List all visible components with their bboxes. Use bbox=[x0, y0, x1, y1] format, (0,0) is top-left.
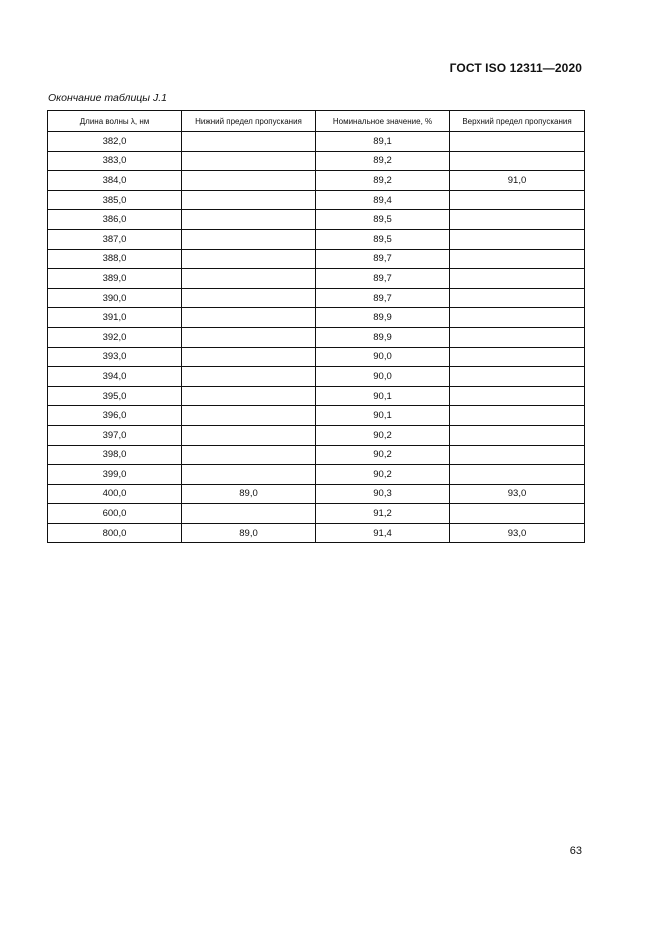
upper-limit-cell bbox=[450, 288, 585, 308]
wavelength-cell: 600,0 bbox=[48, 504, 182, 524]
table-row bbox=[48, 484, 585, 504]
table-row bbox=[48, 425, 585, 445]
nominal-value-cell: 90,2 bbox=[316, 425, 450, 445]
upper-limit-cell bbox=[450, 308, 585, 328]
wavelength-cell: 383,0 bbox=[48, 151, 182, 171]
wavelength-cell: 395,0 bbox=[48, 386, 182, 406]
column-header-nominal-value: Номинальное значение, % bbox=[316, 111, 450, 132]
upper-limit-cell bbox=[450, 406, 585, 426]
lower-limit-cell: 89,0 bbox=[182, 484, 316, 504]
wavelength-cell: 387,0 bbox=[48, 229, 182, 249]
lower-limit-cell bbox=[182, 288, 316, 308]
upper-limit-cell bbox=[450, 465, 585, 485]
upper-limit-cell bbox=[450, 269, 585, 289]
wavelength-cell: 393,0 bbox=[48, 347, 182, 367]
table-row bbox=[48, 327, 585, 347]
table-header-row bbox=[48, 111, 585, 132]
wavelength-cell: 384,0 bbox=[48, 171, 182, 191]
column-header-lower-limit: Нижний предел пропускания bbox=[182, 111, 316, 132]
table-row bbox=[48, 288, 585, 308]
table-row bbox=[48, 465, 585, 485]
nominal-value-cell: 89,2 bbox=[316, 171, 450, 191]
nominal-value-cell: 89,9 bbox=[316, 327, 450, 347]
upper-limit-cell: 91,0 bbox=[450, 171, 585, 191]
document-header: ГОСТ ISO 12311—2020 bbox=[449, 61, 582, 75]
upper-limit-cell bbox=[450, 504, 585, 524]
lower-limit-cell bbox=[182, 327, 316, 347]
lower-limit-cell bbox=[182, 465, 316, 485]
upper-limit-cell bbox=[450, 445, 585, 465]
lower-limit-cell bbox=[182, 171, 316, 191]
wavelength-cell: 800,0 bbox=[48, 523, 182, 543]
upper-limit-cell bbox=[450, 347, 585, 367]
upper-limit-cell: 93,0 bbox=[450, 484, 585, 504]
wavelength-cell: 385,0 bbox=[48, 190, 182, 210]
lower-limit-cell: 89,0 bbox=[182, 523, 316, 543]
wavelength-cell: 390,0 bbox=[48, 288, 182, 308]
lower-limit-cell bbox=[182, 269, 316, 289]
nominal-value-cell: 90,3 bbox=[316, 484, 450, 504]
column-header-wavelength: Длина волны λ, нм bbox=[48, 111, 182, 132]
wavelength-cell: 382,0 bbox=[48, 132, 182, 152]
table-row bbox=[48, 445, 585, 465]
lower-limit-cell bbox=[182, 386, 316, 406]
nominal-value-cell: 89,1 bbox=[316, 132, 450, 152]
table-row bbox=[48, 406, 585, 426]
upper-limit-cell bbox=[450, 210, 585, 230]
nominal-value-cell: 89,4 bbox=[316, 190, 450, 210]
nominal-value-cell: 91,2 bbox=[316, 504, 450, 524]
wavelength-cell: 400,0 bbox=[48, 484, 182, 504]
transmission-table bbox=[47, 110, 585, 543]
table-row bbox=[48, 386, 585, 406]
nominal-value-cell: 90,1 bbox=[316, 406, 450, 426]
wavelength-cell: 396,0 bbox=[48, 406, 182, 426]
upper-limit-cell bbox=[450, 229, 585, 249]
upper-limit-cell bbox=[450, 425, 585, 445]
nominal-value-cell: 89,7 bbox=[316, 269, 450, 289]
nominal-value-cell: 91,4 bbox=[316, 523, 450, 543]
table-row bbox=[48, 308, 585, 328]
nominal-value-cell: 90,2 bbox=[316, 465, 450, 485]
upper-limit-cell: 93,0 bbox=[450, 523, 585, 543]
nominal-value-cell: 90,0 bbox=[316, 367, 450, 387]
table-row bbox=[48, 132, 585, 152]
lower-limit-cell bbox=[182, 406, 316, 426]
nominal-value-cell: 90,2 bbox=[316, 445, 450, 465]
lower-limit-cell bbox=[182, 210, 316, 230]
upper-limit-cell bbox=[450, 327, 585, 347]
table-row bbox=[48, 249, 585, 269]
wavelength-cell: 389,0 bbox=[48, 269, 182, 289]
lower-limit-cell bbox=[182, 151, 316, 171]
upper-limit-cell bbox=[450, 151, 585, 171]
wavelength-cell: 394,0 bbox=[48, 367, 182, 387]
table-row bbox=[48, 347, 585, 367]
wavelength-cell: 399,0 bbox=[48, 465, 182, 485]
table-row bbox=[48, 269, 585, 289]
table-row bbox=[48, 504, 585, 524]
lower-limit-cell bbox=[182, 425, 316, 445]
table-row bbox=[48, 190, 585, 210]
table-row bbox=[48, 210, 585, 230]
lower-limit-cell bbox=[182, 445, 316, 465]
table-row bbox=[48, 229, 585, 249]
upper-limit-cell bbox=[450, 190, 585, 210]
upper-limit-cell bbox=[450, 249, 585, 269]
nominal-value-cell: 89,5 bbox=[316, 210, 450, 230]
wavelength-cell: 392,0 bbox=[48, 327, 182, 347]
table-caption: Окончание таблицы J.1 bbox=[48, 92, 167, 104]
lower-limit-cell bbox=[182, 132, 316, 152]
nominal-value-cell: 89,7 bbox=[316, 249, 450, 269]
upper-limit-cell bbox=[450, 386, 585, 406]
wavelength-cell: 398,0 bbox=[48, 445, 182, 465]
table-row bbox=[48, 171, 585, 191]
wavelength-cell: 388,0 bbox=[48, 249, 182, 269]
nominal-value-cell: 90,0 bbox=[316, 347, 450, 367]
lower-limit-cell bbox=[182, 367, 316, 387]
lower-limit-cell bbox=[182, 249, 316, 269]
nominal-value-cell: 89,7 bbox=[316, 288, 450, 308]
table-row bbox=[48, 523, 585, 543]
nominal-value-cell: 90,1 bbox=[316, 386, 450, 406]
lower-limit-cell bbox=[182, 229, 316, 249]
column-header-upper-limit: Верхний предел пропускания bbox=[450, 111, 585, 132]
table-row bbox=[48, 151, 585, 171]
lower-limit-cell bbox=[182, 308, 316, 328]
nominal-value-cell: 89,2 bbox=[316, 151, 450, 171]
table-row bbox=[48, 367, 585, 387]
page-number: 63 bbox=[569, 845, 582, 857]
upper-limit-cell bbox=[450, 367, 585, 387]
lower-limit-cell bbox=[182, 190, 316, 210]
wavelength-cell: 391,0 bbox=[48, 308, 182, 328]
wavelength-cell: 386,0 bbox=[48, 210, 182, 230]
lower-limit-cell bbox=[182, 347, 316, 367]
lower-limit-cell bbox=[182, 504, 316, 524]
table-body bbox=[48, 132, 585, 543]
nominal-value-cell: 89,9 bbox=[316, 308, 450, 328]
upper-limit-cell bbox=[450, 132, 585, 152]
nominal-value-cell: 89,5 bbox=[316, 229, 450, 249]
wavelength-cell: 397,0 bbox=[48, 425, 182, 445]
